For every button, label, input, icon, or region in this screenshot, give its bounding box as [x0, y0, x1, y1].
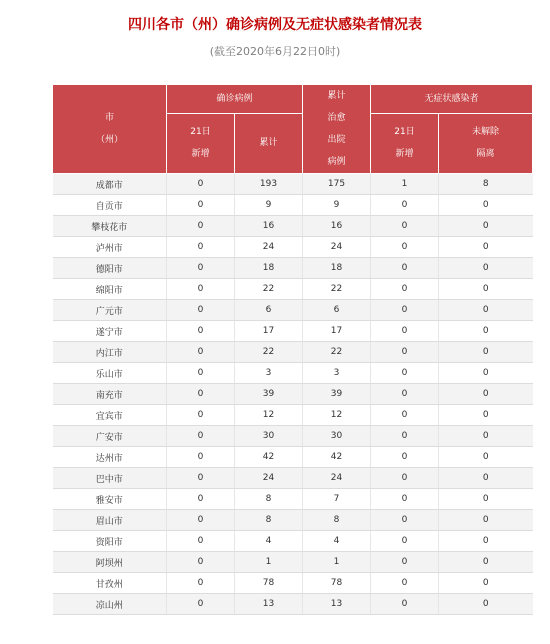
- header-city-line1: 市: [104, 113, 114, 123]
- cell-not-released: 0: [439, 237, 533, 258]
- cell-new-21: 0: [167, 405, 235, 426]
- page-title: 四川各市（州）确诊病例及无症状感染者情况表: [128, 17, 422, 33]
- cell-city: 南充市: [53, 384, 167, 405]
- table-row: [53, 447, 533, 468]
- header-cured-line2: 治愈: [327, 113, 346, 123]
- cell-city: 巴中市: [53, 468, 167, 489]
- cell-cumulative: 24: [235, 237, 303, 258]
- cell-new-21: 0: [167, 237, 235, 258]
- cell-not-released: 0: [439, 405, 533, 426]
- cell-asym-new-21: 0: [371, 447, 439, 468]
- table-row: [53, 321, 533, 342]
- cell-city: 眉山市: [53, 510, 167, 531]
- cell-cumulative: 8: [235, 489, 303, 510]
- cell-cured: 1: [303, 552, 371, 573]
- cell-not-released: 0: [439, 216, 533, 237]
- cell-cured: 7: [303, 489, 371, 510]
- cell-not-released: 0: [439, 552, 533, 573]
- header-city: [53, 85, 167, 174]
- table-header: [53, 85, 533, 174]
- cell-cured: 13: [303, 594, 371, 615]
- cell-cumulative: 8: [235, 510, 303, 531]
- cell-new-21: 0: [167, 510, 235, 531]
- table-row: [53, 279, 533, 300]
- cell-asym-new-21: 0: [371, 321, 439, 342]
- cell-cured: 42: [303, 447, 371, 468]
- cell-city: 绵阳市: [53, 279, 167, 300]
- cell-new-21: 0: [167, 279, 235, 300]
- table-body: [53, 174, 533, 615]
- table-row: [53, 426, 533, 447]
- header-asym-new-21-line2: 新增: [395, 149, 414, 160]
- table-row: [53, 510, 533, 531]
- cell-new-21: 0: [167, 426, 235, 447]
- cell-cumulative: 4: [235, 531, 303, 552]
- table-row: [53, 594, 533, 615]
- cell-new-21: 0: [167, 468, 235, 489]
- header-asym-new-21: [371, 113, 439, 173]
- cell-new-21: 0: [167, 363, 235, 384]
- cell-asym-new-21: 0: [371, 279, 439, 300]
- header-not-released-line2: 隔离: [476, 149, 495, 160]
- cell-city: 乐山市: [53, 363, 167, 384]
- header-new-21-line2: 新增: [191, 149, 210, 160]
- cell-asym-new-21: 0: [371, 237, 439, 258]
- cell-new-21: 0: [167, 531, 235, 552]
- cell-city: 泸州市: [53, 237, 167, 258]
- cell-cured: 8: [303, 510, 371, 531]
- cell-asym-new-21: 0: [371, 489, 439, 510]
- header-cured-line1: 累计: [327, 91, 346, 101]
- cell-new-21: 0: [167, 552, 235, 573]
- cell-asym-new-21: 0: [371, 384, 439, 405]
- cell-cumulative: 22: [235, 342, 303, 363]
- cell-city: 广安市: [53, 426, 167, 447]
- table-row: [53, 300, 533, 321]
- cell-cured: 24: [303, 237, 371, 258]
- cell-cumulative: 1: [235, 552, 303, 573]
- header-asym-new-21-line1: 21日: [394, 127, 415, 138]
- cell-not-released: 0: [439, 447, 533, 468]
- cell-asym-new-21: 0: [371, 363, 439, 384]
- cell-asym-new-21: 0: [371, 258, 439, 279]
- table-row: [53, 363, 533, 384]
- table-row: [53, 531, 533, 552]
- cell-city: 德阳市: [53, 258, 167, 279]
- cell-asym-new-21: 0: [371, 216, 439, 237]
- cell-city: 雅安市: [53, 489, 167, 510]
- cell-city: 阿坝州: [53, 552, 167, 573]
- cell-city: 内江市: [53, 342, 167, 363]
- cell-not-released: 0: [439, 342, 533, 363]
- cell-city: 成都市: [53, 174, 167, 195]
- cell-new-21: 0: [167, 573, 235, 594]
- table-row: [53, 573, 533, 594]
- page-subtitle: (截至2020年6月22日0时): [209, 45, 341, 58]
- cell-asym-new-21: 0: [371, 300, 439, 321]
- cell-not-released: 8: [439, 174, 533, 195]
- cell-cured: 24: [303, 468, 371, 489]
- cell-new-21: 0: [167, 342, 235, 363]
- cell-new-21: 0: [167, 216, 235, 237]
- cell-cured: 12: [303, 405, 371, 426]
- cell-not-released: 0: [439, 594, 533, 615]
- table-row: [53, 552, 533, 573]
- cell-not-released: 0: [439, 321, 533, 342]
- cell-asym-new-21: 1: [371, 174, 439, 195]
- cell-not-released: 0: [439, 573, 533, 594]
- cell-not-released: 0: [439, 489, 533, 510]
- cell-cumulative: 42: [235, 447, 303, 468]
- cell-new-21: 0: [167, 195, 235, 216]
- cell-not-released: 0: [439, 384, 533, 405]
- cell-city: 攀枝花市: [53, 216, 167, 237]
- header-new-21-line1: 21日: [190, 127, 211, 138]
- table-row: [53, 489, 533, 510]
- cell-asym-new-21: 0: [371, 195, 439, 216]
- cell-cured: 9: [303, 195, 371, 216]
- cell-cured: 6: [303, 300, 371, 321]
- cell-city: 宜宾市: [53, 405, 167, 426]
- header-cured-line3: 出院: [327, 135, 346, 145]
- cell-asym-new-21: 0: [371, 594, 439, 615]
- table-row: [53, 405, 533, 426]
- table-row: [53, 342, 533, 363]
- cell-city: 达州市: [53, 447, 167, 468]
- cell-cumulative: 30: [235, 426, 303, 447]
- header-asymptomatic-group: 无症状感染者: [371, 85, 533, 114]
- cell-cured: 22: [303, 342, 371, 363]
- header-new-21: [167, 113, 235, 173]
- cell-cumulative: 3: [235, 363, 303, 384]
- cell-cured: 22: [303, 279, 371, 300]
- cell-not-released: 0: [439, 195, 533, 216]
- cell-asym-new-21: 0: [371, 405, 439, 426]
- table-row: [53, 237, 533, 258]
- cell-asym-new-21: 0: [371, 531, 439, 552]
- cell-cured: 18: [303, 258, 371, 279]
- cell-cured: 30: [303, 426, 371, 447]
- cell-asym-new-21: 0: [371, 552, 439, 573]
- cell-cumulative: 17: [235, 321, 303, 342]
- cell-not-released: 0: [439, 426, 533, 447]
- header-cured-line4: 病例: [327, 157, 346, 167]
- cell-new-21: 0: [167, 300, 235, 321]
- cell-city: 遂宁市: [53, 321, 167, 342]
- header-city-line2: （州）: [95, 135, 123, 145]
- cell-asym-new-21: 0: [371, 573, 439, 594]
- cell-cumulative: 6: [235, 300, 303, 321]
- table-row: [53, 258, 533, 279]
- cell-cumulative: 18: [235, 258, 303, 279]
- cell-not-released: 0: [439, 531, 533, 552]
- cell-not-released: 0: [439, 510, 533, 531]
- cell-cumulative: 13: [235, 594, 303, 615]
- cell-not-released: 0: [439, 300, 533, 321]
- cell-not-released: 0: [439, 363, 533, 384]
- cell-cumulative: 9: [235, 195, 303, 216]
- cell-new-21: 0: [167, 258, 235, 279]
- cell-new-21: 0: [167, 447, 235, 468]
- cell-cured: 175: [303, 174, 371, 195]
- cell-cumulative: 193: [235, 174, 303, 195]
- cell-cumulative: 16: [235, 216, 303, 237]
- cell-cured: 16: [303, 216, 371, 237]
- cell-not-released: 0: [439, 258, 533, 279]
- cell-cured: 3: [303, 363, 371, 384]
- cell-cumulative: 22: [235, 279, 303, 300]
- cell-new-21: 0: [167, 594, 235, 615]
- cell-cured: 39: [303, 384, 371, 405]
- table-row: [53, 174, 533, 195]
- cell-city: 资阳市: [53, 531, 167, 552]
- cell-city: 自贡市: [53, 195, 167, 216]
- cell-cumulative: 78: [235, 573, 303, 594]
- cell-new-21: 0: [167, 384, 235, 405]
- cell-cumulative: 24: [235, 468, 303, 489]
- cell-cumulative: 12: [235, 405, 303, 426]
- cell-new-21: 0: [167, 321, 235, 342]
- cell-cured: 17: [303, 321, 371, 342]
- header-not-released: [439, 113, 533, 173]
- cell-city: 广元市: [53, 300, 167, 321]
- cell-cumulative: 39: [235, 384, 303, 405]
- table-row: [53, 216, 533, 237]
- cell-cured: 4: [303, 531, 371, 552]
- cell-asym-new-21: 0: [371, 468, 439, 489]
- header-cured: [303, 85, 371, 174]
- statistics-table: [52, 84, 533, 615]
- header-not-released-line1: 未解除: [472, 127, 500, 138]
- cell-new-21: 0: [167, 174, 235, 195]
- table-row: [53, 195, 533, 216]
- table-row: [53, 468, 533, 489]
- cell-new-21: 0: [167, 489, 235, 510]
- cell-city: 凉山州: [53, 594, 167, 615]
- header-confirmed-group: 确诊病例: [167, 85, 303, 114]
- cell-city: 甘孜州: [53, 573, 167, 594]
- cell-asym-new-21: 0: [371, 426, 439, 447]
- cell-not-released: 0: [439, 279, 533, 300]
- cell-not-released: 0: [439, 468, 533, 489]
- cell-asym-new-21: 0: [371, 510, 439, 531]
- header-cumulative: 累计: [235, 113, 303, 173]
- cell-asym-new-21: 0: [371, 342, 439, 363]
- table-row: [53, 384, 533, 405]
- cell-cured: 78: [303, 573, 371, 594]
